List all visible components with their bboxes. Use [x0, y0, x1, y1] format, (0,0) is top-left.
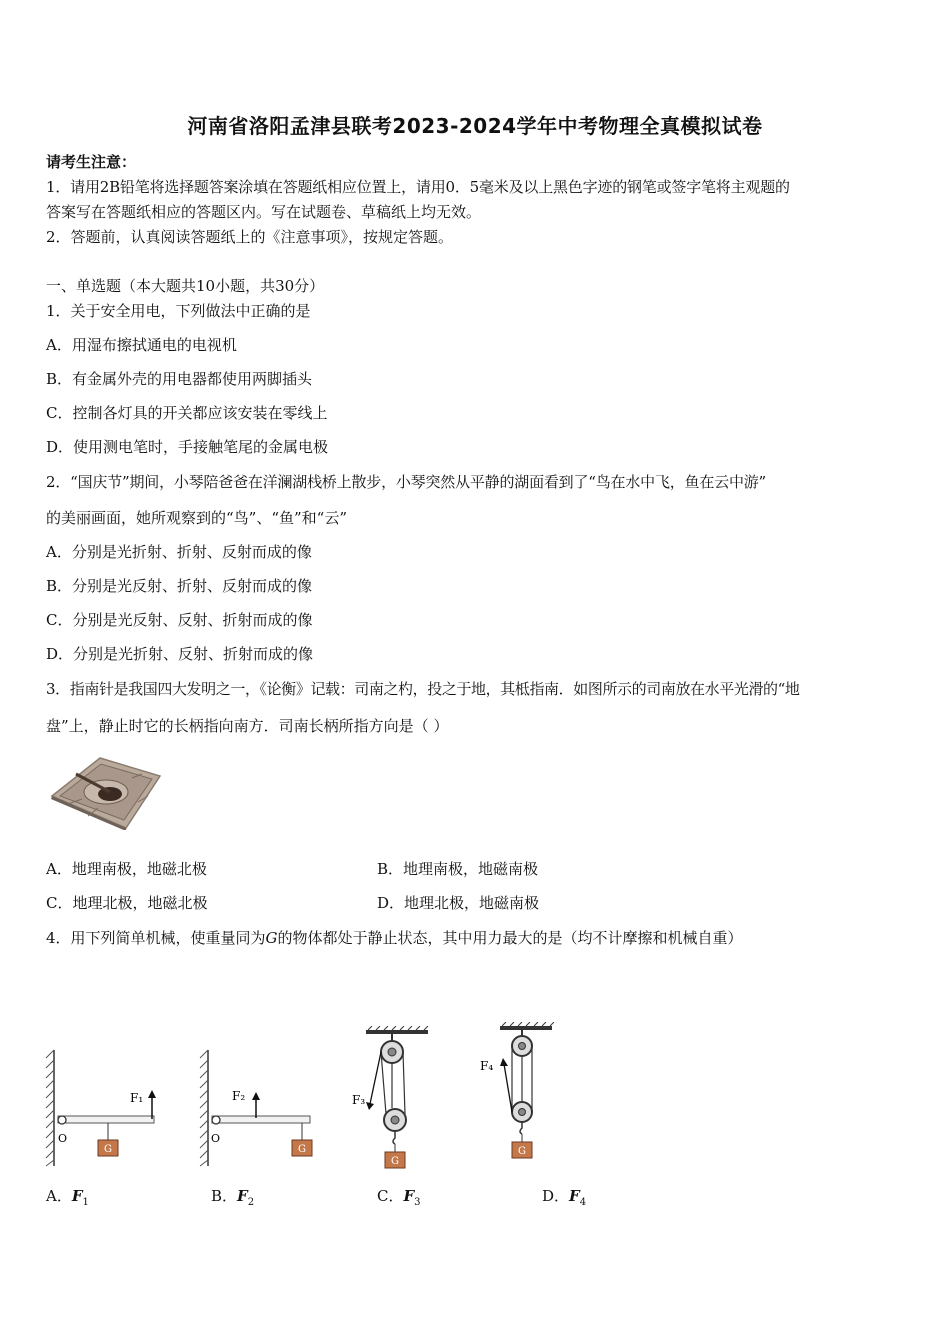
q4-option-b	[211, 1186, 254, 1213]
lever-f1-figure	[44, 1046, 164, 1172]
q4-stem-variable: G	[265, 929, 278, 947]
pulley-f4-figure	[476, 1022, 562, 1162]
pivot-label: O	[211, 1132, 221, 1145]
pulley-f3-figure	[348, 1026, 438, 1172]
q4-option-b-letter: B．	[211, 1187, 238, 1205]
f3-label: F₃	[352, 1093, 366, 1107]
notice-item-2: 2．答题前，认真阅读答题纸上的《注意事项》，按规定答题。	[46, 228, 454, 246]
q4-option-b-sub: 2	[247, 1197, 255, 1208]
force-arrow	[148, 1090, 156, 1098]
q1-stem: 1．关于安全用电，下列做法中正确的是	[46, 302, 311, 320]
f1-label: F₁	[130, 1091, 144, 1105]
f4-label: F₄	[480, 1059, 494, 1073]
weight-label: G	[104, 1144, 112, 1155]
q4-option-d	[542, 1186, 586, 1213]
lever-bar	[58, 1116, 154, 1123]
weight-label: G	[298, 1144, 306, 1155]
notice-heading: 请考生注意：	[46, 153, 137, 171]
pivot	[212, 1116, 220, 1124]
q1-option-b: B．有金属外壳的用电器都使用两脚插头	[46, 370, 313, 388]
q2-stem-line-1: 2．“国庆节”期间，小琴陪爸爸在洋澜湖栈桥上散步，小琴突然从平静的湖面看到了“鸟在水中飞，鱼在云中游”	[46, 473, 767, 491]
lever-f2-figure	[196, 1046, 320, 1172]
force-arrow	[500, 1058, 508, 1066]
q1-option-c: C．控制各灯具的开关都应该安装在零线上	[46, 404, 328, 422]
pivot-label: O	[58, 1132, 68, 1145]
section-heading: 一、单选题（本大题共10小题，共30分）	[46, 277, 325, 295]
q2-option-a: A．分别是光折射、折射、反射而成的像	[46, 543, 312, 561]
q4-stem-part-b: 的物体都处于静止状态，其中用力最大的是（均不计摩擦和机械自重）	[277, 929, 743, 947]
q2-stem-line-2: 的美丽画面，她所观察到的“鸟”、“鱼”和“云”	[46, 509, 348, 527]
q4-option-d-sub: 4	[579, 1197, 587, 1208]
q1-option-a: A．用湿布擦拭通电的电视机	[46, 336, 237, 354]
q4-option-a-force: F	[71, 1187, 83, 1205]
ceiling	[366, 1030, 428, 1034]
q3-option-d: D．地理北极，地磁南极	[377, 894, 540, 912]
q4-option-c	[377, 1186, 421, 1213]
f2-label: F₂	[232, 1089, 246, 1103]
pivot	[58, 1116, 66, 1124]
force-arrow	[252, 1092, 260, 1100]
q4-stem-part-a: 4．用下列简单机械，使重量同为	[46, 929, 266, 947]
q4-option-c-force: F	[403, 1187, 415, 1205]
q3-stem-line-1: 3．指南针是我国四大发明之一，《论衡》记载：司南之杓，投之于地，其柢指南．如图所示的司南放在水平光滑的“地	[46, 680, 800, 698]
page-title: 河南省洛阳孟津县联考2023-2024学年中考物理全真模拟试卷	[187, 114, 763, 138]
notice-item-1-line-1: 1．请用2B铅笔将选择题答案涂填在答题纸相应位置上，请用0．5毫米及以上黑色字迹的钢笔或签字笔将主观题的	[46, 178, 790, 196]
notice-item-1-line-2: 答案写在答题纸相应的答题区内。写在试题卷、草稿纸上均无效。	[46, 203, 482, 221]
weight-label: G	[391, 1156, 399, 1167]
q3-option-c: C．地理北极，地磁北极	[46, 894, 208, 912]
lever-bar	[212, 1116, 310, 1123]
ceiling	[500, 1026, 552, 1030]
q2-option-b: B．分别是光反射、折射、反射而成的像	[46, 577, 313, 595]
force-arrow	[366, 1102, 374, 1110]
q4-stem	[46, 928, 743, 948]
q3-stem-line-2: 盘”上，静止时它的长柄指向南方．司南长柄所指方向是（ ）	[46, 717, 449, 735]
q3-option-a: A．地理南极，地磁北极	[46, 860, 207, 878]
q4-option-a	[46, 1186, 89, 1213]
q4-option-d-force: F	[569, 1187, 580, 1205]
compass-figure	[48, 752, 162, 830]
q4-option-c-letter: C．	[377, 1187, 404, 1205]
q3-option-b: B．地理南极，地磁南极	[377, 860, 539, 878]
q1-option-d: D．使用测电笔时，手接触笔尾的金属电极	[46, 438, 329, 456]
q2-option-c: C．分别是光反射、反射、折射而成的像	[46, 611, 313, 629]
si-nan-spoon-image	[48, 752, 162, 830]
q4-option-a-letter: A．	[46, 1187, 72, 1205]
q4-option-a-sub: 1	[82, 1197, 89, 1208]
q4-option-c-sub: 3	[414, 1197, 421, 1208]
weight-label: G	[518, 1146, 526, 1157]
q4-option-b-force: F	[237, 1187, 248, 1205]
q4-option-d-letter: D．	[542, 1187, 570, 1205]
q2-option-d: D．分别是光折射、反射、折射而成的像	[46, 645, 314, 663]
